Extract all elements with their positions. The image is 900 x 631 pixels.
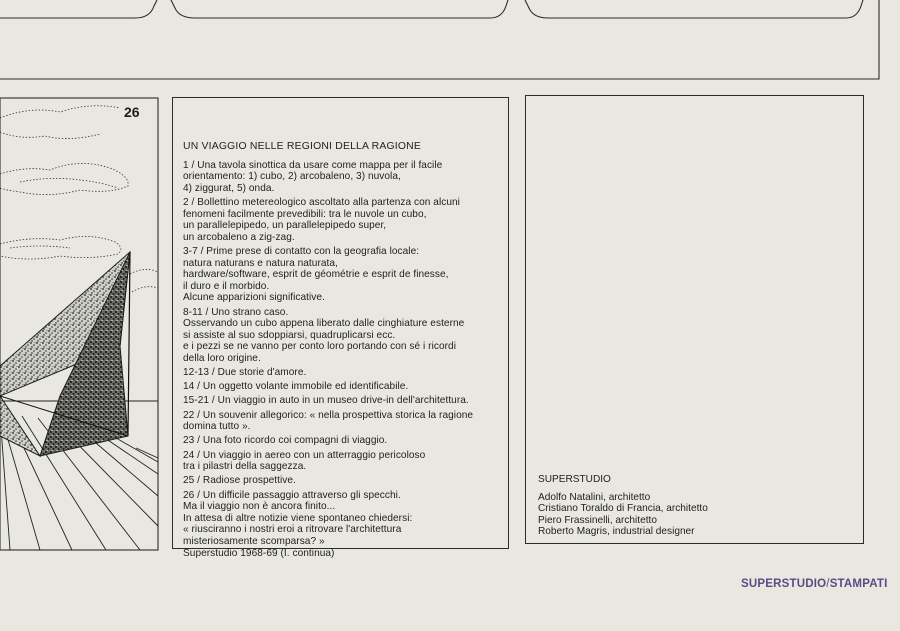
text-line: Osservando un cubo appena liberato dalle cinghiature esterne [183,318,465,330]
text-item [183,160,505,195]
credit-line: Cristiano Toraldo di Francia, architetto [538,503,708,515]
stamp-separator: / [826,578,830,590]
text-line: 14 / Un oggetto volante immobile ed identificabile. [183,381,409,393]
text-line: Superstudio 1968-69 (I. continua) [183,547,335,559]
upper-panel-left-edge [0,0,157,18]
text-line: un parallelepipedo, un parallelepipedo super, [183,220,387,232]
credits-block [538,474,858,538]
text-item [183,410,505,433]
pyramid-shape [0,252,130,456]
text-line: si assiste al suo sdoppiarsi, quadruplicarsi ecc. [183,329,396,341]
upper-panel-right-edge [525,0,863,18]
text-line: 23 / Una foto ricordo coi compagni di viaggio. [183,435,388,447]
upper-border-line [0,0,879,79]
text-item [183,381,505,393]
text-item [183,475,505,487]
text-line: 25 / Radiose prospettive. [183,475,296,487]
main-text-block [183,141,505,562]
text-line: 15-21 / Un viaggio in auto in un museo drive-in dell'architettura. [183,395,469,407]
text-line: In attesa di altre notizie viene spontaneo chiedersi: [183,512,413,524]
illustration-panel [0,96,160,552]
text-line: e i pezzi se ne vanno per conto loro portando con sé i ricordi [183,341,456,353]
text-item [183,395,505,407]
text-line: orientamento: 1) cubo, 2) arcobaleno, 3) nuvola, [183,171,401,183]
main-title: UN VIAGGIO NELLE REGIONI DELLA RAGIONE [183,141,421,152]
text-line: fenomeni facilmente prevedibili: tra le nuvole un cubo, [183,208,427,220]
text-item [183,197,505,243]
text-line: domina tutto ». [183,421,251,433]
text-item [183,450,505,473]
text-item [183,367,505,379]
text-line: il duro e il morbido. [183,280,270,292]
text-line: 26 / Un difficile passaggio attraverso gli specchi. [183,489,401,501]
credits-heading: SUPERSTUDIO [538,474,611,485]
top-frames [0,0,900,100]
text-item [183,246,505,304]
text-line: 12-13 / Due storie d'amore. [183,367,307,379]
text-line: hardware/software, esprit de géométrie e esprit de finesse, [183,269,449,281]
publisher-stamp [741,578,888,590]
text-item [183,307,505,365]
stamp-right: STAMPATI [829,578,888,590]
credit-line: Adolfo Natalini, architetto [538,491,651,503]
upper-panel-middle-edge [171,0,508,18]
text-line: 22 / Un souvenir allegorico: « nella prospettiva storica la ragione [183,409,474,421]
credit-line: Piero Frassinelli, architetto [538,514,657,526]
text-line: 3-7 / Prime prese di contatto con la geografia locale: [183,245,420,257]
cloud-icon [0,106,158,292]
text-item [183,490,505,560]
text-line: 4) ziggurat, 5) onda. [183,182,275,194]
text-line: natura naturans e natura naturata, [183,257,338,269]
credit-line: Roberto Magris, industrial designer [538,526,695,538]
text-line: 1 / Una tavola sinottica da usare come mappa per il facile [183,159,443,171]
text-line: della loro origine. [183,352,261,364]
text-line: 2 / Bollettino metereologico ascoltato alla partenza con alcuni [183,196,460,208]
text-line: Ma il viaggio non è ancora finito... [183,501,336,513]
text-line: Alcune apparizioni significative. [183,292,325,304]
text-line: misteriosamente scomparsa? » [183,535,325,547]
page-number: 26 [124,104,140,120]
text-line: « riusciranno i nostri eroi a ritrovare l'architettura [183,524,402,536]
text-line: 24 / Un viaggio in aereo con un atterraggio pericoloso [183,449,426,461]
item-list [183,160,505,560]
text-line: 8-11 / Uno strano caso. [183,306,289,318]
text-line: un arcobaleno a zig-zag. [183,231,295,243]
text-line: tra i pilastri della saggezza. [183,461,307,473]
stamp-left: SUPERSTUDIO [741,578,827,590]
text-item [183,435,505,447]
